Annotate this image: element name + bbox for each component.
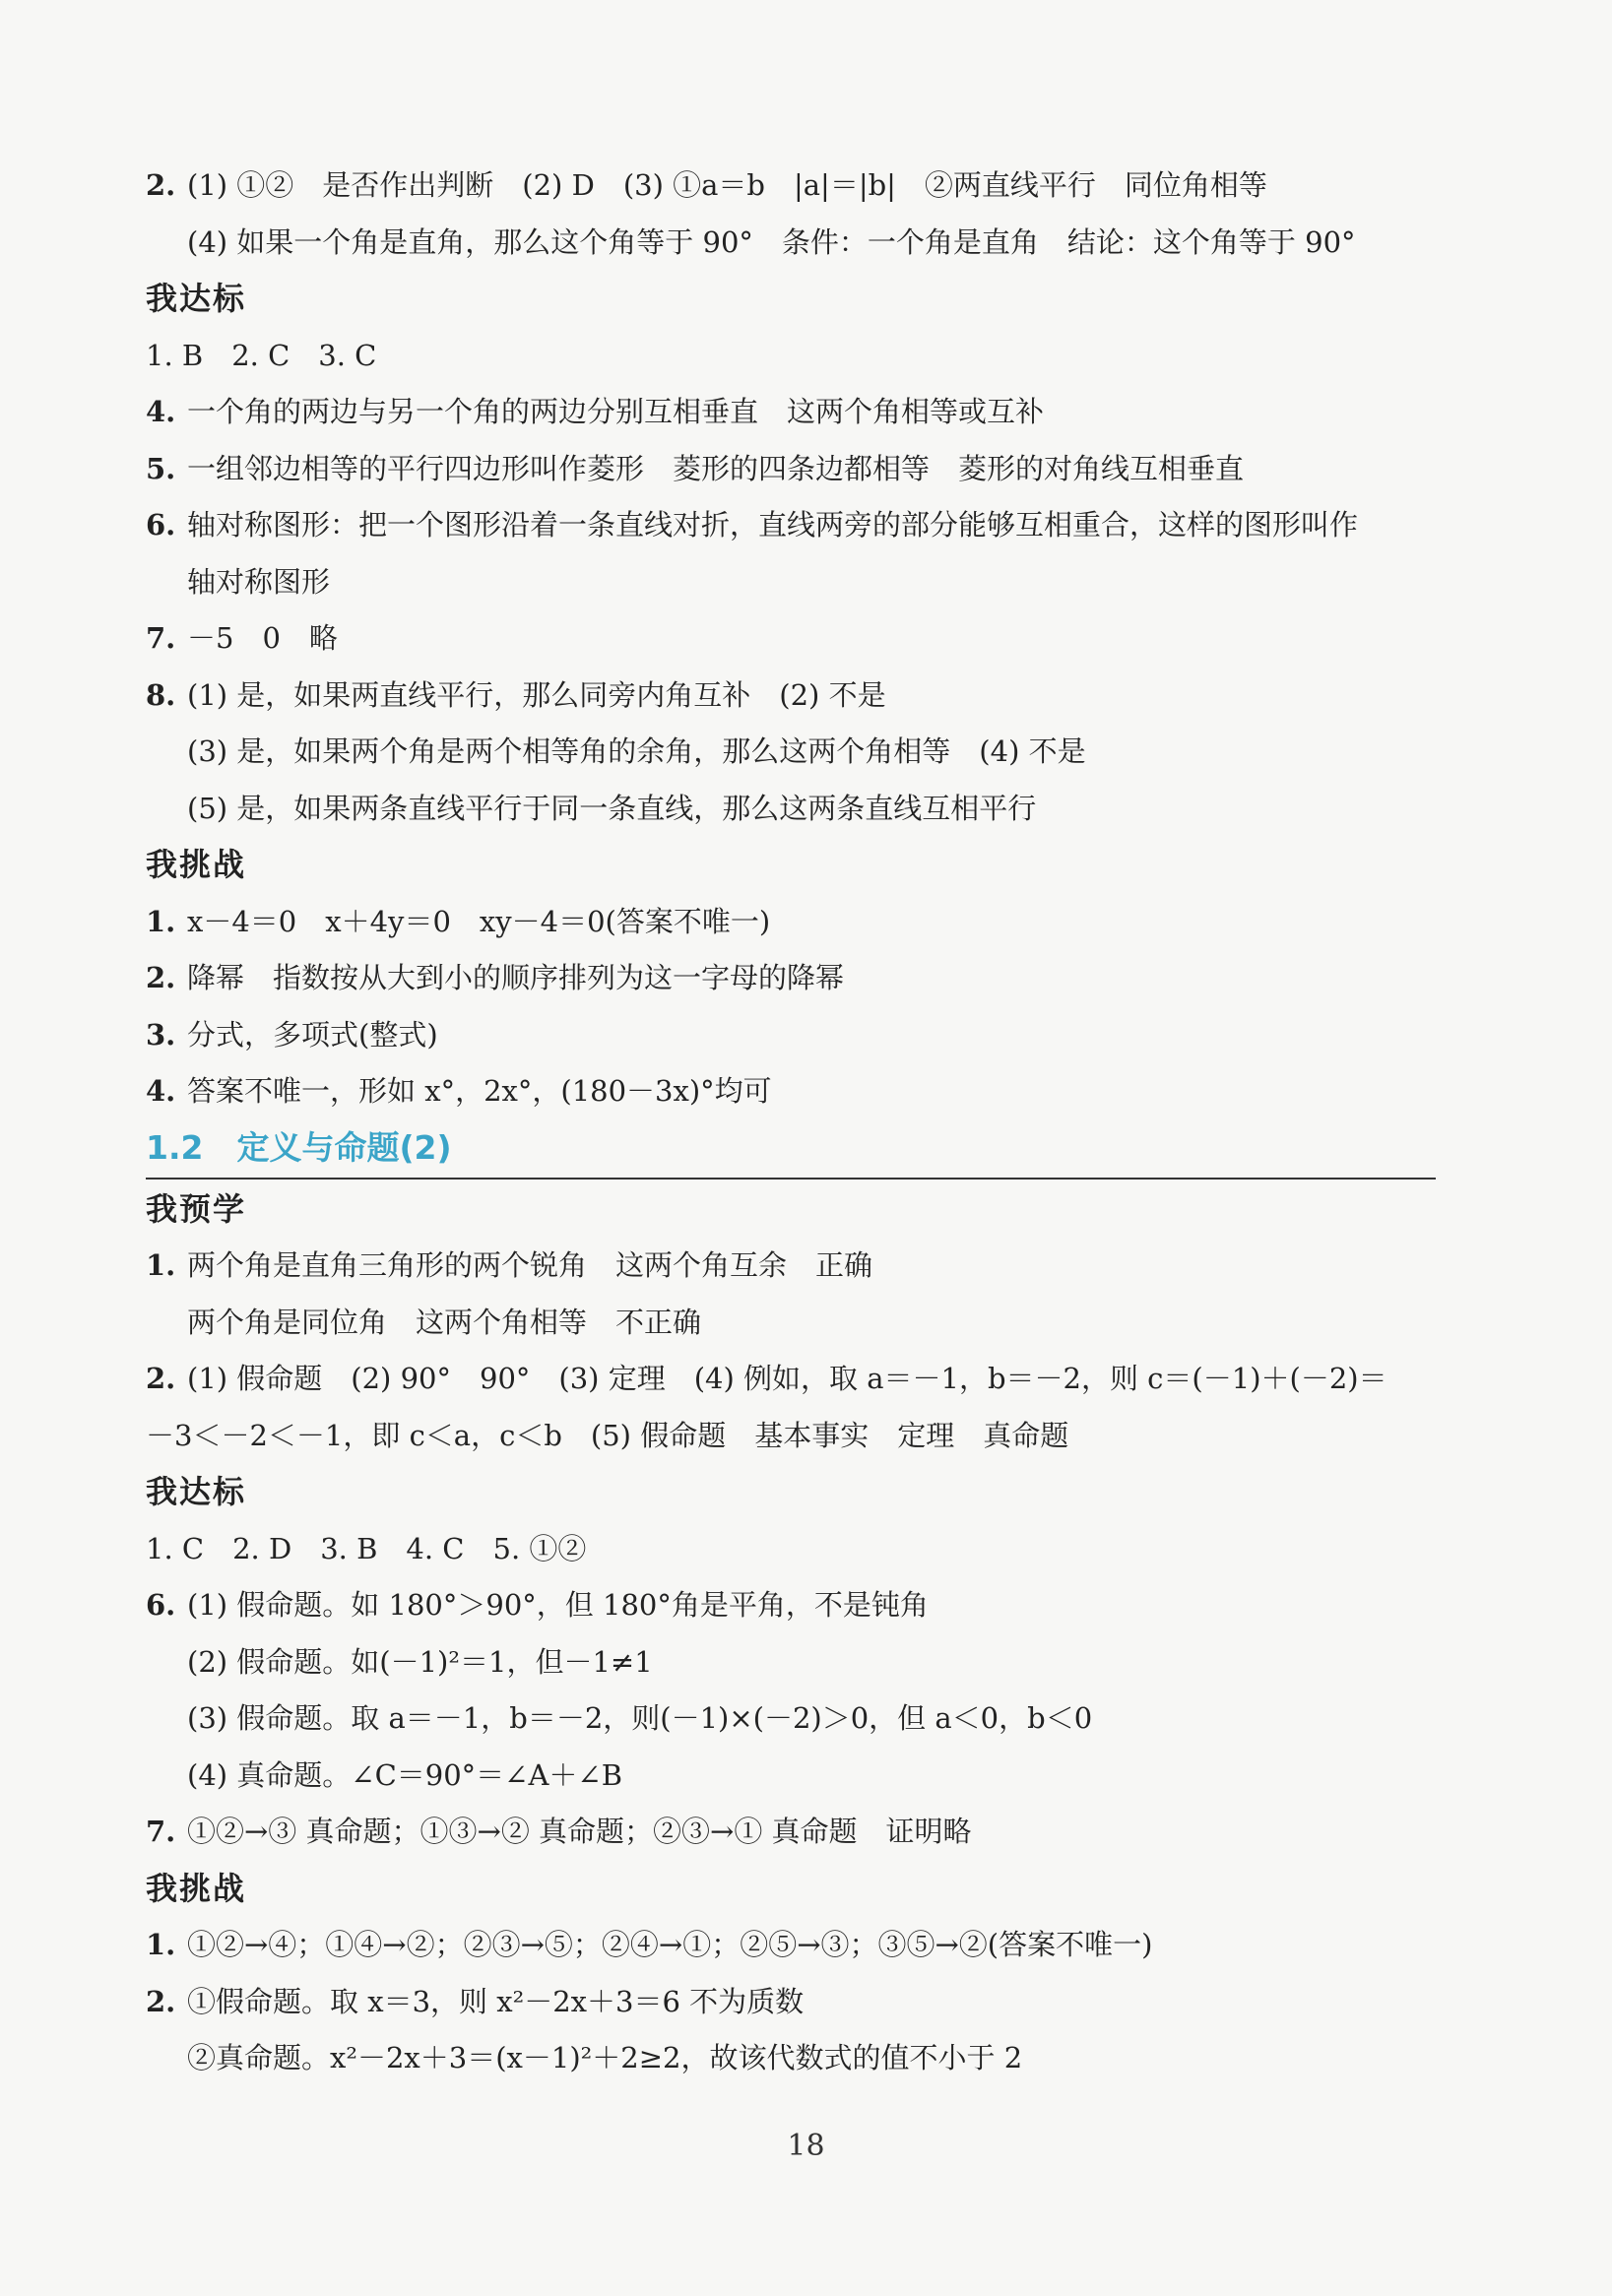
- item-number: 4.: [146, 1074, 176, 1108]
- item-text: 答案不唯一，形如 x°，2x°，(180－3x)°均可: [187, 1074, 772, 1108]
- item-number: 2.: [146, 168, 176, 202]
- subsection-heading: 我挑战: [146, 1869, 247, 1907]
- item-number: 2.: [146, 961, 176, 994]
- answer-item: [146, 1577, 1436, 1634]
- item-text: (1) ①② 是否作出判断 (2) D (3) ①a＝b |a|＝|b| ②两直线平行 同位角相等: [187, 168, 1267, 202]
- item-number: 6.: [146, 1588, 176, 1622]
- answer-continuation: ②真命题。x²－2x＋3＝(x－1)²＋2≥2，故该代数式的值不小于 2: [187, 2041, 1023, 2074]
- answer-item: [146, 384, 1436, 441]
- answer-row: 1. C 2. D 3. B 4. C 5. ①②: [146, 1531, 587, 1565]
- section-title-text: 定义与命题(2): [236, 1127, 452, 1167]
- section-number: 1.2: [146, 1127, 204, 1167]
- answer-item: [146, 1238, 1436, 1295]
- subsection-heading: 我预学: [146, 1189, 247, 1228]
- answer-continuation: 两个角是同位角 这两个角相等 不正确: [187, 1305, 702, 1339]
- item-text: (1) 假命题 (2) 90° 90° (3) 定理 (4) 例如，取 a＝－1，b＝－2，则 c＝(－1)＋(－2)＝: [187, 1362, 1387, 1395]
- answer-item: [146, 1974, 1436, 2031]
- item-number: 7.: [146, 621, 176, 655]
- answer-continuation: (5) 是，如果两条直线平行于同一条直线，那么这两条直线互相平行: [187, 791, 1037, 825]
- item-text: ①②→③ 真命题；①③→② 真命题；②③→① 真命题 证明略: [187, 1815, 972, 1848]
- answer-continuation: (2) 假命题。如(－1)²＝1，但－1≠1: [187, 1644, 653, 1679]
- subsection-heading: 我达标: [146, 1473, 247, 1510]
- item-text: ①②→④；①④→②；②③→⑤；②④→①；②⑤→③；③⑤→②(答案不唯一): [187, 1928, 1153, 1961]
- answer-continuation: －3＜－2＜－1，即 c＜a，c＜b (5) 假命题 基本事实 定理 真命题: [146, 1418, 1069, 1452]
- item-number: 8.: [146, 677, 176, 712]
- answer-continuation: 轴对称图形: [187, 564, 331, 599]
- item-text: 分式，多项式(整式): [187, 1017, 438, 1052]
- answer-item: [146, 950, 1436, 1007]
- item-text: 两个角是直角三角形的两个锐角 这两个角互余 正确: [187, 1248, 873, 1282]
- item-text: －5 0 略: [187, 621, 338, 655]
- item-text: 一个角的两边与另一个角的两边分别互相垂直 这两个角相等或互补: [187, 395, 1045, 428]
- answer-item: [146, 894, 1436, 951]
- item-number: 3.: [146, 1017, 176, 1052]
- answer-item: [146, 1007, 1436, 1064]
- answer-item: [146, 1063, 1436, 1120]
- answer-item: [146, 1917, 1436, 1974]
- answer-item: [146, 668, 1436, 725]
- answer-item: [146, 1351, 1436, 1408]
- item-number: 5.: [146, 451, 176, 485]
- answer-continuation: (3) 是，如果两个角是两个相等角的余角，那么这两个角相等 (4) 不是: [187, 734, 1086, 768]
- subsection-heading: 我达标: [146, 280, 247, 317]
- item-text: 一组邻边相等的平行四边形叫作菱形 菱形的四条边都相等 菱形的对角线互相垂直: [187, 451, 1245, 485]
- answer-item: [146, 610, 1436, 668]
- answer-row: 1. B 2. C 3. C: [146, 338, 377, 372]
- subsection-heading: 我挑战: [146, 846, 247, 883]
- item-number: 6.: [146, 508, 176, 542]
- item-text: x－4＝0 x＋4y＝0 xy－4＝0(答案不唯一): [187, 904, 771, 938]
- answer-continuation: (4) 真命题。∠C＝90°＝∠A＋∠B: [187, 1757, 623, 1792]
- answer-item: [146, 441, 1436, 498]
- item-number: 2.: [146, 1362, 176, 1395]
- section-title: [146, 1120, 1436, 1180]
- item-number: 1.: [146, 904, 176, 938]
- item-number: 1.: [146, 1928, 176, 1961]
- page-number: 18: [787, 2129, 825, 2163]
- item-text: (1) 假命题。如 180°＞90°，但 180°角是平角，不是钝角: [187, 1588, 929, 1622]
- answer-continuation: (4) 如果一个角是直角，那么这个角等于 90° 条件：一个角是直角 结论：这个角等于 90°: [187, 224, 1356, 259]
- answer-continuation: (3) 假命题。取 a＝－1，b＝－2，则(－1)×(－2)＞0，但 a＜0，b＜0: [187, 1701, 1093, 1735]
- item-number: 2.: [146, 1984, 176, 2018]
- item-number: 7.: [146, 1815, 176, 1848]
- item-text: ①假命题。取 x＝3，则 x²－2x＋3＝6 不为质数: [187, 1984, 805, 2018]
- item-number: 4.: [146, 395, 176, 428]
- answer-item: [146, 158, 1436, 215]
- item-number: 1.: [146, 1248, 176, 1282]
- answer-item: [146, 1804, 1436, 1861]
- answer-item: [146, 497, 1436, 554]
- answer-content: [146, 158, 1436, 2087]
- item-text: (1) 是，如果两直线平行，那么同旁内角互补 (2) 不是: [187, 677, 886, 712]
- item-text: 降幂 指数按从大到小的顺序排列为这一字母的降幂: [187, 961, 845, 994]
- item-text: 轴对称图形：把一个图形沿着一条直线对折，直线两旁的部分能够互相重合，这样的图形叫作: [187, 508, 1359, 542]
